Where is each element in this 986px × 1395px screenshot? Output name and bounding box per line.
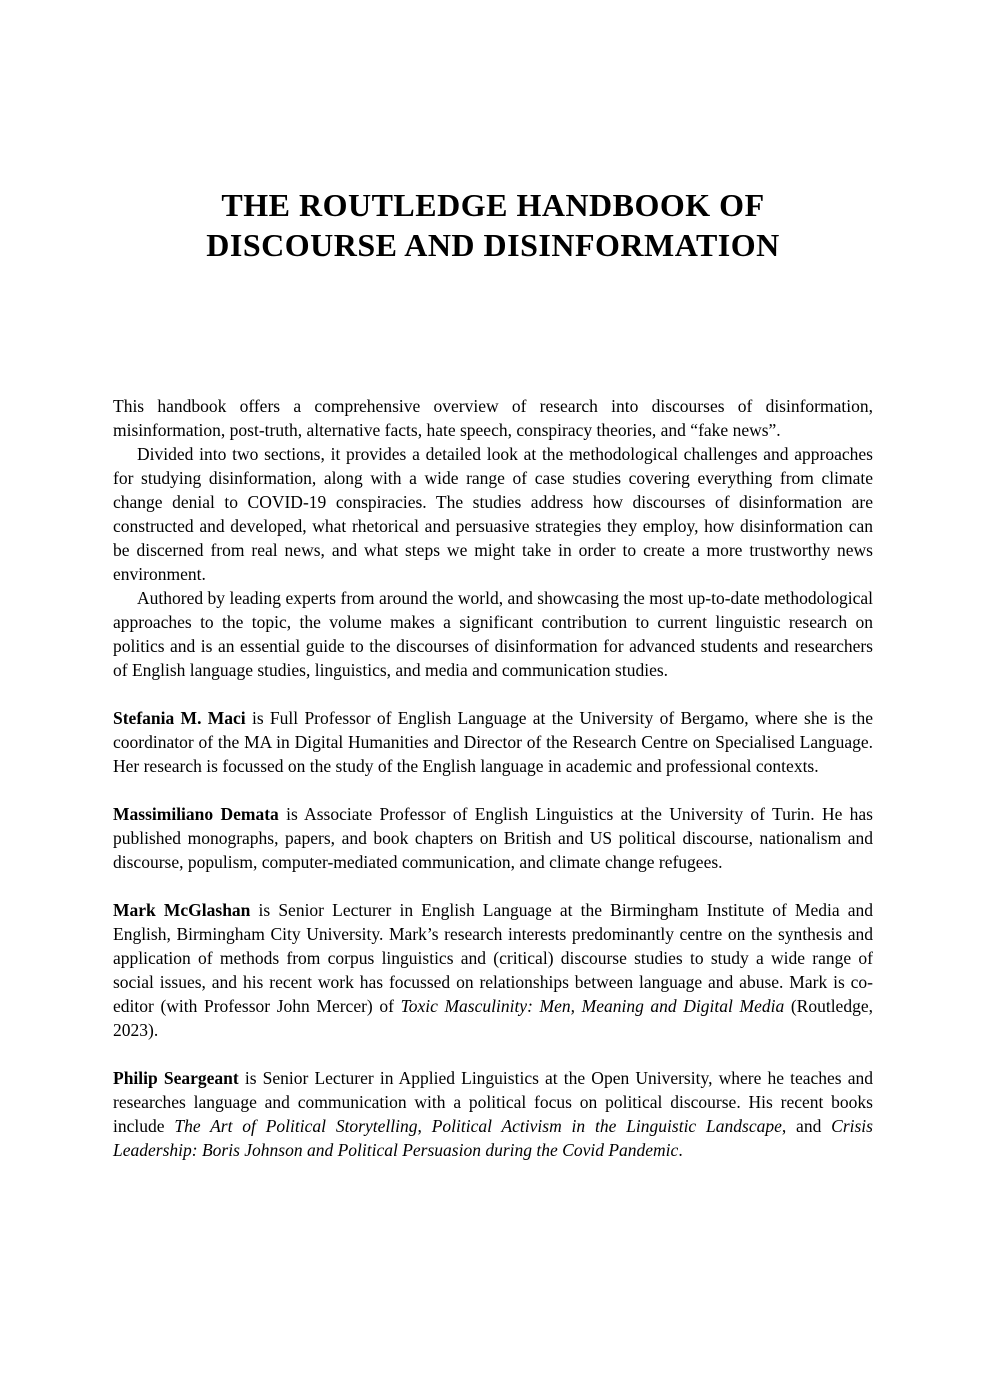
separator: , and <box>781 1116 832 1136</box>
period: . <box>678 1140 683 1160</box>
blurb-paragraph-3: Authored by leading experts from around the world, and showcasing the most up-to-date methodological approaches to the topic, the volume makes a significant contribution to current linguistic research on politics and is an essential guide to the discourses of disinformation for advanced students and researchers of English language studies, linguistics, and media and communication studies. <box>113 588 873 680</box>
bio-demata <box>113 802 873 874</box>
back-cover-text <box>113 394 873 1162</box>
bio-maci <box>113 706 873 778</box>
book-title-italic: Crisis Leadership: Boris Johnson and Political Persuasion during the Covid Pandemic <box>113 1116 873 1160</box>
blurb-paragraph-2: Divided into two sections, it provides a detailed look at the methodological challenges and approaches for studying disinformation, along with a wide range of case studies covering everything from climate change denial to COVID-19 conspiracies. The studies address how discourses of disinformation are constructed and developed, what rhetorical and persuasive strategies they employ, how disinformation can be discerned from real news, and what steps we might take in order to create a more trustworthy news environment. <box>113 444 873 584</box>
book-title-italic: The Art of Political Storytelling <box>174 1116 418 1136</box>
bio-text: is Full Professor of English Language at the University of Bergamo, where she is the coordinator of the MA in Digital Humanities and Director of the Research Centre on Specialised Language. Her research is focussed on the study of the English language in academic and professional contexts. <box>113 708 874 776</box>
author-name: Stefania M. Maci <box>113 708 246 728</box>
book-title <box>113 185 873 265</box>
book-title-italic: Toxic Masculinity: Men, Meaning and Digital Media <box>400 996 785 1016</box>
author-name: Mark McGlashan <box>113 900 251 920</box>
separator: , <box>417 1116 432 1136</box>
book-title-italic: Political Activism in the Linguistic Landscape <box>431 1116 782 1136</box>
book-title-line-2: DISCOURSE AND DISINFORMATION <box>206 227 780 263</box>
author-name: Massimiliano Demata <box>113 804 279 824</box>
bio-text: is Senior Lecturer in Applied Linguistics at the Open University, where he teaches and researches language and communication with a political focus on political discourse. His recent books include <box>113 1068 873 1136</box>
bio-text: is Associate Professor of English Linguistics at the University of Turin. He has published monographs, papers, and book chapters on British and US political discourse, nationalism and discourse, populism, computer-mediated communication, and climate change refugees. <box>113 804 873 872</box>
bio-text: (Routledge, 2023). <box>113 996 873 1040</box>
author-name: Philip Seargeant <box>113 1068 239 1088</box>
bio-mcglashan <box>113 898 873 1042</box>
bio-seargeant <box>113 1066 873 1162</box>
blurb-paragraph-1: This handbook offers a comprehensive overview of research into discourses of disinformation, misinformation, post-truth, alternative facts, hate speech, conspiracy theories, and “fake news”. <box>113 396 873 440</box>
book-title-line-1: THE ROUTLEDGE HANDBOOK OF <box>221 187 765 223</box>
bio-text: is Senior Lecturer in English Language at the Birmingham Institute of Media and English, Birmingham City University. Mark’s research interests predominantly centre on the synthesis and application of methods from corpus linguistics and (critical) discourse studies to study a wide range of social issues, and his recent work has focussed on relationships between language and abuse. Mark is co-editor (with Professor John Mercer) of <box>113 900 873 1016</box>
